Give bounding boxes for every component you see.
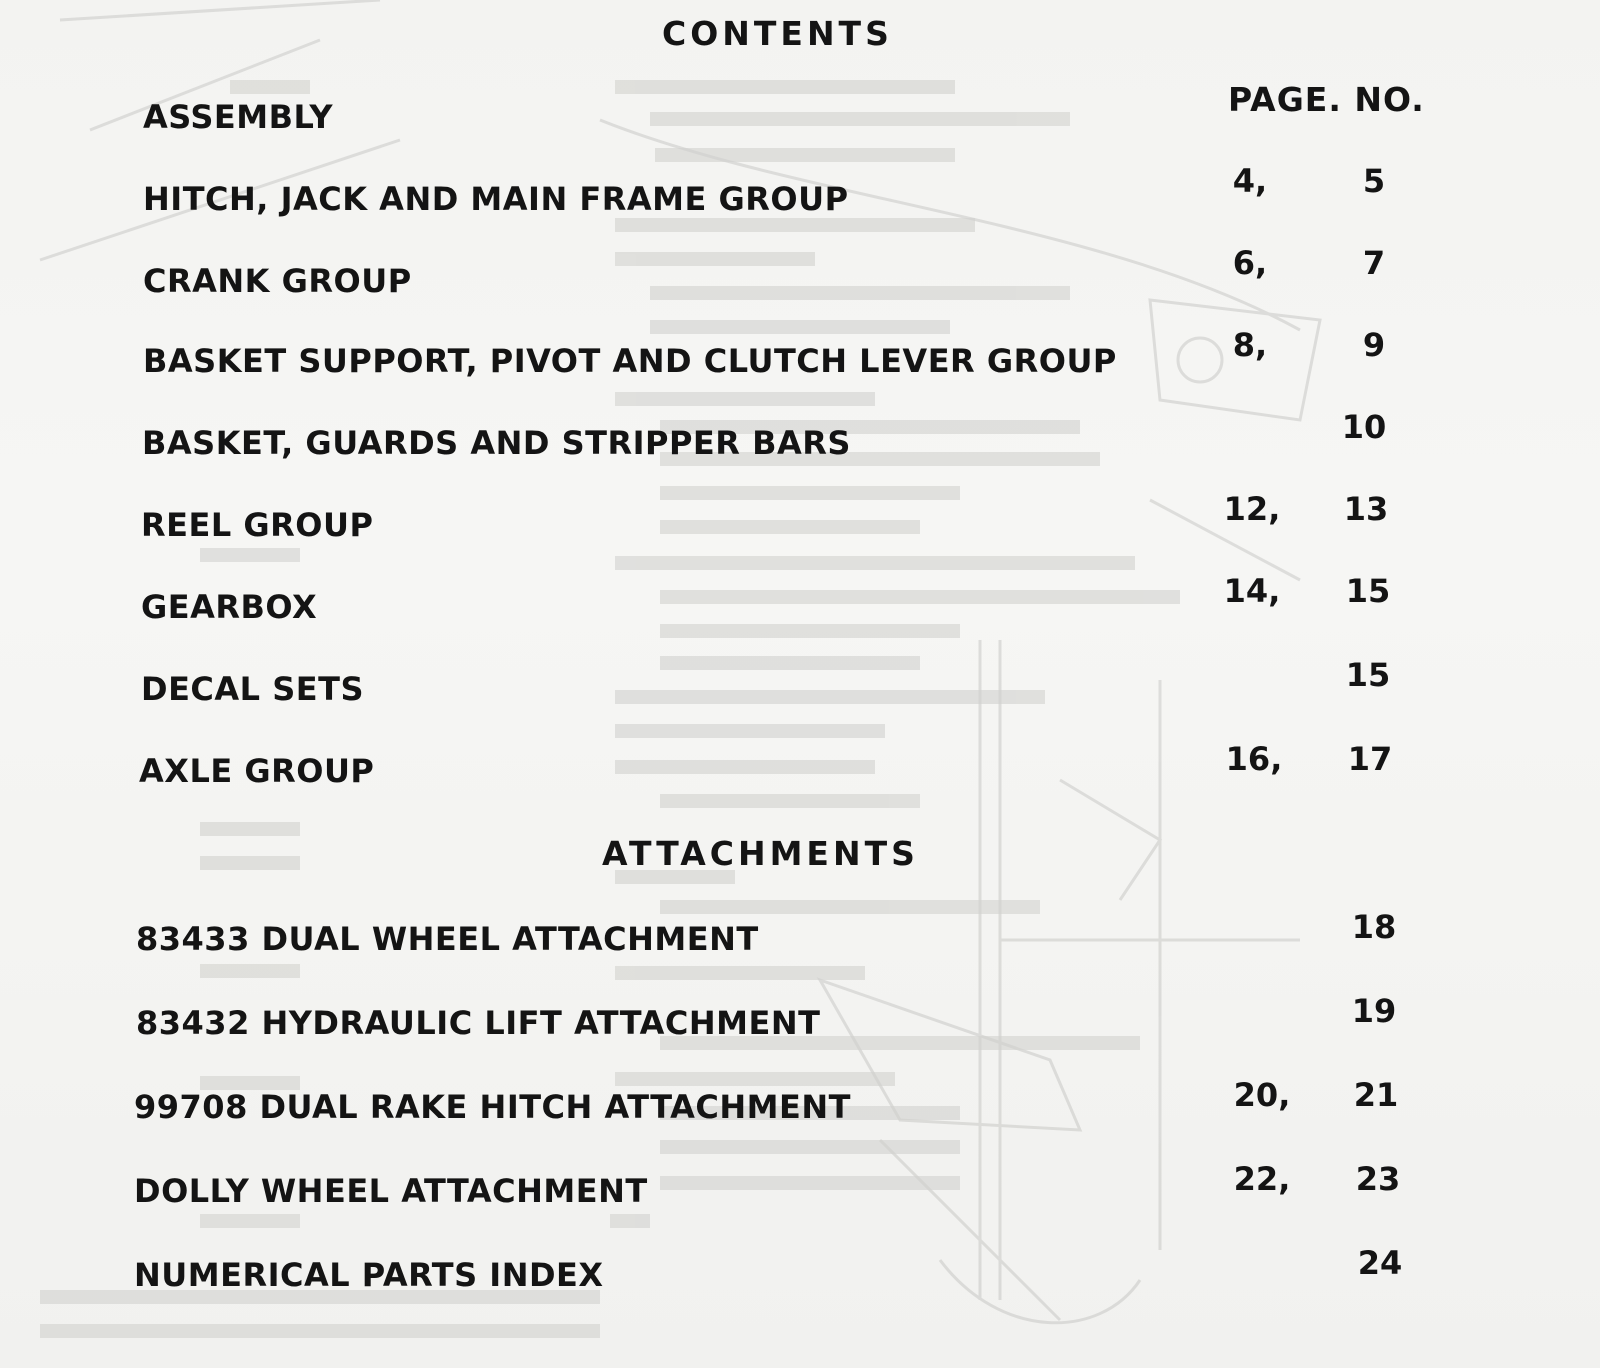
attachment-page-number: 23 <box>1355 1160 1401 1198</box>
toc-page-number: 12, <box>1223 490 1281 528</box>
toc-page-number: 15 <box>1345 572 1391 610</box>
toc-entry-title: CRANK GROUP <box>143 262 412 300</box>
toc-entry-title: BASKET, GUARDS AND STRIPPER BARS <box>142 424 851 462</box>
toc-page-number: 17 <box>1347 740 1393 778</box>
toc-page-number: 7 <box>1362 244 1386 282</box>
toc-entry-title: ASSEMBLY <box>143 98 334 136</box>
toc-page-number: 4, <box>1232 162 1268 200</box>
toc-entry-title: REEL GROUP <box>141 506 374 544</box>
toc-page-number: 13 <box>1343 490 1389 528</box>
toc-page-number: 10 <box>1341 408 1387 446</box>
toc-entry-title: HITCH, JACK AND MAIN FRAME GROUP <box>143 180 849 218</box>
attachment-entry-title: NUMERICAL PARTS INDEX <box>134 1256 604 1294</box>
toc-page-number: 14, <box>1223 572 1281 610</box>
toc-page-number: 16, <box>1225 740 1283 778</box>
attachments-heading: ATTACHMENTS <box>602 834 919 873</box>
contents-heading: CONTENTS <box>662 14 893 53</box>
toc-entry-title: GEARBOX <box>141 588 318 626</box>
toc-page-number: 8, <box>1232 326 1268 364</box>
attachment-page-number: 19 <box>1351 992 1397 1030</box>
toc-page-number: 9 <box>1362 326 1386 364</box>
attachment-page-number: 20, <box>1233 1076 1291 1114</box>
attachment-page-number: 18 <box>1351 908 1397 946</box>
attachment-page-number: 24 <box>1357 1244 1403 1282</box>
attachment-entry-title: DOLLY WHEEL ATTACHMENT <box>134 1172 648 1210</box>
attachment-page-number: 21 <box>1353 1076 1399 1114</box>
attachment-entry-title: 99708 DUAL RAKE HITCH ATTACHMENT <box>134 1088 851 1126</box>
toc-page-number: 6, <box>1232 244 1268 282</box>
page-number-column-label: PAGE. NO. <box>1228 80 1425 119</box>
toc-entry-title: AXLE GROUP <box>139 752 375 790</box>
toc-page-number: 5 <box>1362 162 1386 200</box>
attachment-page-number: 22, <box>1233 1160 1291 1198</box>
toc-entry-title: BASKET SUPPORT, PIVOT AND CLUTCH LEVER GROUP <box>143 342 1117 380</box>
toc-page-number: 15 <box>1345 656 1391 694</box>
attachment-entry-title: 83433 DUAL WHEEL ATTACHMENT <box>136 920 759 958</box>
toc-entry-title: DECAL SETS <box>141 670 364 708</box>
attachment-entry-title: 83432 HYDRAULIC LIFT ATTACHMENT <box>136 1004 821 1042</box>
